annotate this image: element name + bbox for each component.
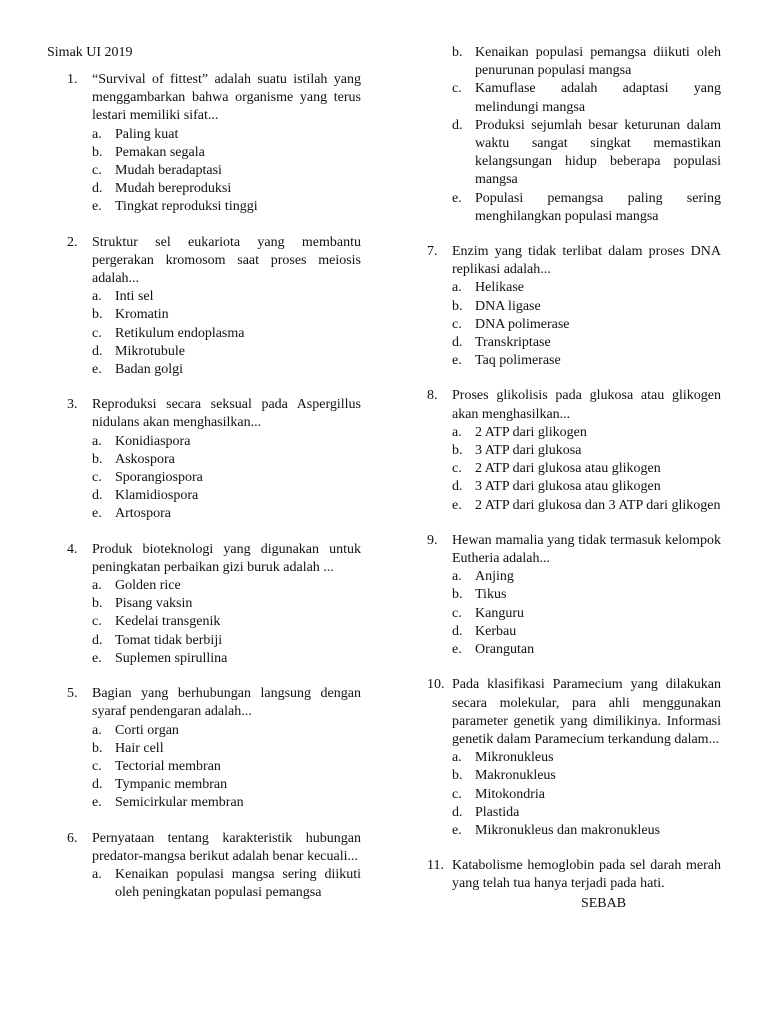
option-letter: d. bbox=[92, 181, 103, 197]
question-number: 7. bbox=[427, 244, 438, 260]
option-text: 2 ATP dari glukosa atau glikogen bbox=[475, 461, 661, 477]
option-letter: c. bbox=[92, 163, 102, 179]
option-letter: a. bbox=[92, 866, 102, 882]
option-text: Mikrotubule bbox=[115, 343, 185, 359]
option-text: 2 ATP dari glukosa dan 3 ATP dari glikogen bbox=[475, 497, 721, 513]
option-c[interactable] bbox=[92, 758, 361, 776]
question-6 bbox=[67, 830, 361, 903]
question-stem: Bagian yang berhubungan langsung dengan syaraf pendengaran adalah... bbox=[92, 686, 361, 720]
option-e[interactable] bbox=[92, 505, 361, 523]
option-a[interactable] bbox=[92, 126, 361, 144]
option-text: Badan golgi bbox=[115, 362, 184, 378]
option-text: Mudah beradaptasi bbox=[115, 163, 222, 179]
question-1 bbox=[67, 71, 361, 217]
option-text: Corti organ bbox=[115, 722, 179, 738]
option-c[interactable] bbox=[452, 605, 721, 623]
question-number: 5. bbox=[67, 686, 78, 702]
option-letter: b. bbox=[452, 443, 463, 459]
option-text: Orangutan bbox=[475, 642, 535, 658]
option-a[interactable] bbox=[92, 722, 361, 740]
option-d[interactable] bbox=[92, 343, 361, 361]
option-letter: b. bbox=[452, 45, 463, 60]
option-text: 2 ATP dari glikogen bbox=[475, 424, 587, 440]
option-e[interactable] bbox=[92, 794, 361, 812]
option-letter: e. bbox=[92, 795, 102, 811]
question-9 bbox=[427, 532, 721, 659]
option-letter: c. bbox=[92, 470, 102, 486]
option-letter: a. bbox=[452, 569, 462, 585]
option-letter: a. bbox=[92, 126, 102, 142]
option-e[interactable] bbox=[92, 650, 361, 668]
option-letter: e. bbox=[92, 650, 102, 666]
option-letter: b. bbox=[92, 451, 103, 467]
option-text: Mikronukleus dan makronukleus bbox=[475, 822, 661, 838]
option-letter: b. bbox=[92, 596, 103, 612]
option-text: Kamuflase adalah adaptasi yang melindungi mangsa bbox=[475, 81, 721, 115]
option-text: Taq polimerase bbox=[475, 353, 561, 369]
option-letter: e. bbox=[452, 497, 462, 513]
question-stem: Reproduksi secara seksual pada Aspergillus nidulans akan menghasilkan... bbox=[92, 397, 361, 431]
question-number: 2. bbox=[67, 234, 78, 250]
option-e[interactable] bbox=[452, 352, 721, 370]
option-b[interactable] bbox=[92, 306, 361, 324]
option-b[interactable] bbox=[452, 44, 721, 80]
option-letter: d. bbox=[452, 117, 463, 133]
question-number: 11. bbox=[427, 858, 444, 874]
option-letter: b. bbox=[452, 768, 463, 784]
option-c[interactable] bbox=[92, 325, 361, 343]
option-e[interactable] bbox=[92, 361, 361, 379]
option-text: DNA polimerase bbox=[475, 316, 570, 332]
option-text: Anjing bbox=[475, 569, 514, 585]
option-text: Sporangiospora bbox=[115, 470, 203, 486]
option-text: Tectorial membran bbox=[115, 758, 221, 774]
option-e[interactable] bbox=[92, 198, 361, 216]
option-d[interactable] bbox=[92, 180, 361, 198]
option-letter: c. bbox=[92, 614, 102, 630]
option-d[interactable] bbox=[452, 804, 721, 822]
question-stem: “Survival of fittest” adalah suatu istilah yang menggambarkan bahwa organisme yang terus lestari memiliki sifat... bbox=[92, 72, 361, 124]
option-c[interactable] bbox=[92, 613, 361, 631]
question-7 bbox=[427, 243, 721, 370]
option-text: Paling kuat bbox=[115, 126, 179, 142]
option-text: Populasi pemangsa paling sering menghilangkan populasi mangsa bbox=[475, 190, 721, 224]
question-stem: Pernyataan tentang karakteristik hubungan predator-mangsa berikut adalah benar kecuali... bbox=[92, 830, 361, 864]
option-text: Mudah bereproduksi bbox=[115, 181, 232, 197]
option-text: Tikus bbox=[475, 587, 507, 603]
page-title: Simak UI 2019 bbox=[47, 45, 133, 60]
right-column bbox=[427, 44, 721, 913]
option-letter: c. bbox=[92, 758, 102, 774]
option-text: Kerbau bbox=[475, 623, 517, 639]
option-b[interactable] bbox=[452, 586, 721, 604]
question-10 bbox=[427, 676, 721, 840]
option-b[interactable] bbox=[92, 451, 361, 469]
option-text: Tympanic membran bbox=[115, 777, 228, 793]
option-d[interactable] bbox=[92, 632, 361, 650]
option-text: Transkriptase bbox=[475, 335, 551, 351]
option-text: DNA ligase bbox=[475, 298, 541, 314]
option-text: Golden rice bbox=[115, 578, 181, 594]
option-letter: a. bbox=[92, 722, 102, 738]
option-text: 3 ATP dari glukosa bbox=[475, 443, 582, 459]
option-letter: a. bbox=[92, 578, 102, 594]
question-number: 9. bbox=[427, 532, 438, 548]
question-number: 8. bbox=[427, 388, 438, 404]
option-text: Kenaikan populasi mangsa sering diikuti oleh peningkatan populasi pemangsa bbox=[115, 866, 361, 901]
option-c[interactable] bbox=[92, 162, 361, 180]
option-letter: e. bbox=[452, 822, 462, 838]
option-text: Artospora bbox=[115, 506, 171, 522]
option-text: Plastida bbox=[475, 804, 520, 820]
connector-sebab: SEBAB bbox=[580, 895, 627, 911]
option-text: Konidiaspora bbox=[115, 433, 191, 449]
option-text: Tomat tidak berbiji bbox=[115, 632, 223, 648]
option-e[interactable] bbox=[452, 497, 721, 515]
question-stem: Enzim yang tidak terlibat dalam proses DNA replikasi adalah... bbox=[452, 244, 721, 278]
question-number: 3. bbox=[67, 397, 78, 413]
option-text: Kedelai transgenik bbox=[115, 614, 221, 630]
question-3 bbox=[67, 396, 361, 523]
option-a[interactable] bbox=[92, 288, 361, 306]
question-stem: Hewan mamalia yang tidak termasuk kelompok Eutheria adalah... bbox=[452, 532, 721, 567]
option-text: Pemakan segala bbox=[115, 144, 205, 160]
option-letter: e. bbox=[92, 199, 102, 215]
option-letter: c. bbox=[452, 316, 462, 332]
question-6-continued bbox=[427, 44, 721, 226]
option-text: Kanguru bbox=[475, 605, 524, 621]
left-column bbox=[67, 71, 361, 902]
option-a[interactable] bbox=[452, 279, 721, 297]
question-stem: Proses glikolisis pada glukosa atau glikogen akan menghasilkan... bbox=[452, 388, 721, 422]
option-letter: c. bbox=[452, 81, 462, 97]
option-letter: d. bbox=[452, 335, 463, 351]
option-a[interactable] bbox=[92, 866, 361, 902]
option-text: Retikulum endoplasma bbox=[115, 325, 245, 341]
question-number: 6. bbox=[67, 830, 78, 846]
option-text: Helikase bbox=[475, 280, 524, 296]
option-b[interactable] bbox=[92, 144, 361, 162]
option-letter: b. bbox=[452, 298, 463, 314]
option-e[interactable] bbox=[452, 822, 721, 840]
option-letter: d. bbox=[452, 804, 463, 820]
option-b[interactable] bbox=[92, 595, 361, 613]
option-letter: d. bbox=[92, 632, 103, 648]
option-a[interactable] bbox=[92, 433, 361, 451]
option-c[interactable] bbox=[452, 786, 721, 804]
option-letter: c. bbox=[452, 461, 462, 477]
question-number: 10. bbox=[427, 677, 445, 693]
option-b[interactable] bbox=[452, 767, 721, 785]
option-text: Tingkat reproduksi tinggi bbox=[115, 199, 258, 215]
question-stem: Katabolisme hemoglobin pada sel darah merah yang telah tua hanya terjadi pada hati. bbox=[452, 858, 721, 892]
question-5 bbox=[67, 685, 361, 812]
option-letter: e. bbox=[92, 362, 102, 378]
option-d[interactable] bbox=[92, 776, 361, 794]
option-letter: b. bbox=[92, 144, 103, 160]
question-11 bbox=[427, 857, 721, 913]
option-text: 3 ATP dari glukosa atau glikogen bbox=[475, 479, 661, 495]
option-letter: e. bbox=[92, 506, 102, 522]
option-letter: a. bbox=[92, 433, 102, 449]
option-text: Semicirkular membran bbox=[115, 795, 244, 811]
option-text: Klamidiospora bbox=[115, 488, 199, 504]
option-text: Hair cell bbox=[115, 740, 164, 756]
option-letter: d. bbox=[92, 488, 103, 504]
option-c[interactable] bbox=[452, 460, 721, 478]
question-2 bbox=[67, 234, 361, 380]
option-letter: d. bbox=[92, 343, 103, 359]
option-a[interactable] bbox=[452, 568, 721, 586]
option-d[interactable] bbox=[92, 487, 361, 505]
option-text: Suplemen spirullina bbox=[115, 650, 228, 666]
option-text: Produksi sejumlah besar keturunan dalam waktu sangat singkat memastikan kelangsungan hidup beberapa populasi mangsa bbox=[475, 117, 721, 188]
option-c[interactable] bbox=[452, 316, 721, 334]
option-b[interactable] bbox=[92, 740, 361, 758]
option-letter: d. bbox=[452, 623, 463, 639]
option-letter: e. bbox=[452, 190, 462, 206]
question-stem: Struktur sel eukariota yang membantu pergerakan kromosom saat proses meiosis adalah... bbox=[92, 234, 361, 287]
option-letter: a. bbox=[452, 750, 462, 766]
option-text: Mikronukleus bbox=[475, 750, 554, 766]
option-c[interactable] bbox=[452, 80, 721, 116]
question-stem: Produk bioteknologi yang digunakan untuk peningkatan perbaikan gizi buruk adalah ... bbox=[92, 541, 361, 575]
option-text: Mitokondria bbox=[475, 786, 545, 802]
option-letter: d. bbox=[452, 479, 463, 495]
option-letter: a. bbox=[92, 289, 102, 305]
option-letter: e. bbox=[452, 642, 462, 658]
question-4 bbox=[67, 541, 361, 668]
question-number: 1. bbox=[67, 72, 78, 87]
option-letter: c. bbox=[452, 786, 462, 802]
option-text: Kenaikan populasi pemangsa diikuti oleh penurunan populasi mangsa bbox=[475, 45, 721, 79]
option-text: Askospora bbox=[115, 451, 175, 467]
option-letter: a. bbox=[452, 424, 462, 440]
option-letter: e. bbox=[452, 353, 462, 369]
option-b[interactable] bbox=[452, 442, 721, 460]
option-letter: b. bbox=[452, 587, 463, 603]
option-a[interactable] bbox=[452, 424, 721, 442]
option-d[interactable] bbox=[452, 117, 721, 190]
option-letter: c. bbox=[92, 325, 102, 341]
option-letter: b. bbox=[92, 740, 103, 756]
option-e[interactable] bbox=[452, 641, 721, 659]
option-b[interactable] bbox=[452, 298, 721, 316]
option-letter: a. bbox=[452, 280, 462, 296]
option-text: Inti sel bbox=[115, 289, 154, 305]
option-letter: d. bbox=[92, 777, 103, 793]
option-a[interactable] bbox=[452, 749, 721, 767]
option-d[interactable] bbox=[452, 478, 721, 496]
option-e[interactable] bbox=[452, 190, 721, 226]
option-text: Pisang vaksin bbox=[115, 596, 193, 612]
question-8 bbox=[427, 387, 721, 514]
option-c[interactable] bbox=[92, 469, 361, 487]
option-text: Kromatin bbox=[115, 307, 169, 323]
option-a[interactable] bbox=[92, 577, 361, 595]
option-text: Makronukleus bbox=[475, 768, 556, 784]
option-d[interactable] bbox=[452, 334, 721, 352]
question-number: 4. bbox=[67, 541, 78, 557]
option-d[interactable] bbox=[452, 623, 721, 641]
option-letter: c. bbox=[452, 605, 462, 621]
question-stem: Pada klasifikasi Paramecium yang dilakukan secara molekular, para ahli menggunakan parameter genetik yang dimilikinya. Informasi genetik dalam Paramecium terkandung dalam... bbox=[452, 677, 721, 747]
option-letter: b. bbox=[92, 307, 103, 323]
